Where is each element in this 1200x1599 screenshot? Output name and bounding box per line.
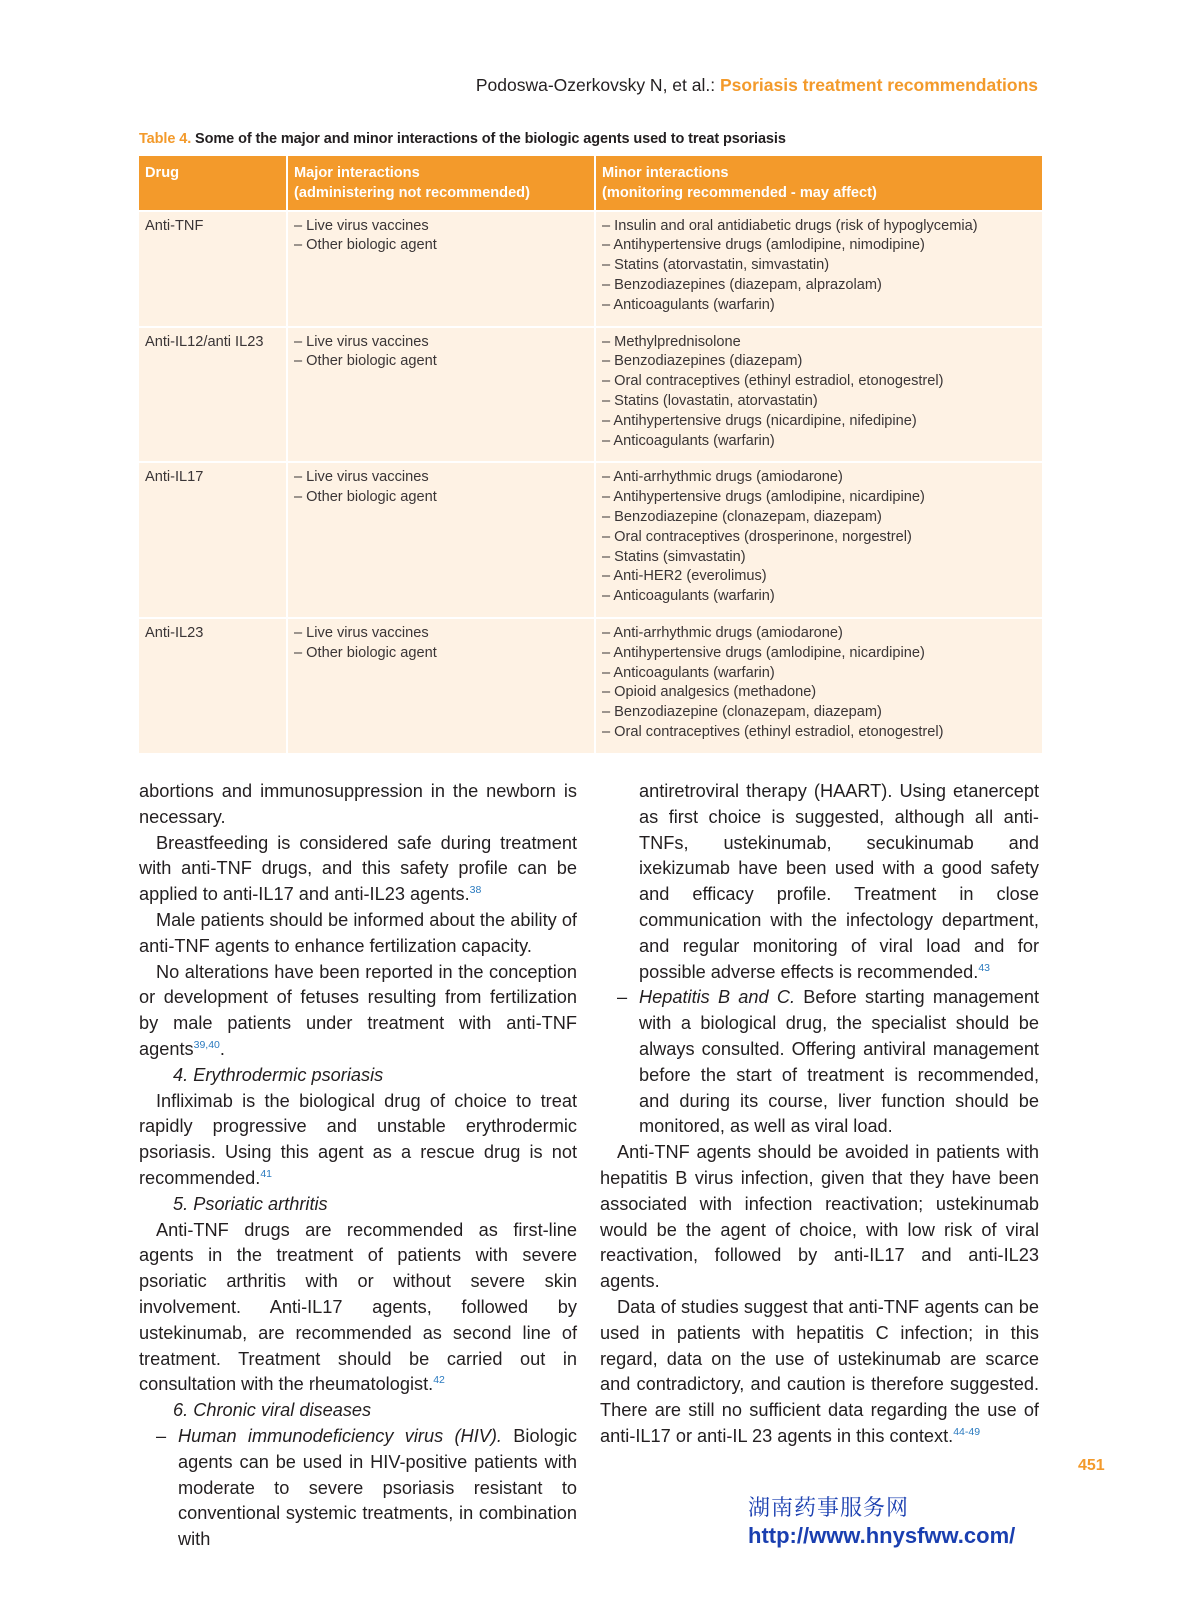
paragraph: abortions and immunosuppression in the newborn is necessary.: [139, 781, 577, 827]
table-row: [139, 211, 1042, 327]
running-head: [476, 75, 1038, 96]
body-column-right: [600, 779, 1039, 1450]
section-heading: 4. Erythrodermic psoriasis: [173, 1064, 384, 1085]
reference-link[interactable]: 38: [469, 884, 482, 897]
paragraph: Anti-TNF agents should be avoided in patients with hepatitis B virus infection, given that they have been associated with infection reactivation; ustekinumab would be the agent of choice, with low risk of viral reactivation, followed by anti-IL17 and anti-IL23 agents.: [600, 1142, 1039, 1292]
paragraph: Infliximab is the biological drug of choice to treat rapidly progressive and unstable erythrodermic psoriasis. Using this agent as a rescue drug is not recommended.$^{41}$: [139, 1090, 577, 1188]
minor-cell: – Anti-arrhythmic drugs (amiodarone) – Antihypertensive drugs (amlodipine, nicardipine) – Anticoagulants (warfarin) – Opioid analgesics (methadone) – Benzodiazepine (clonazepam, diazepam) – Oral contraceptives (ethinyl estradiol, etonogestrel): [595, 618, 1042, 753]
table-caption-label: Table 4.: [139, 131, 192, 147]
reference-link[interactable]: 39,40: [193, 1038, 220, 1051]
paragraph: Male patients should be informed about the ability of anti-TNF agents to enhance fertilization capacity.: [139, 909, 577, 956]
header-drug: Drug: [139, 156, 287, 211]
header-minor-interactions: Minor interactions (monitoring recommended - may affect): [595, 156, 1042, 211]
bullet-item-hiv: – Human immunodeficiency virus (HIV). Biologic agents can be used in HIV-positive patients with moderate to severe psoriasis resistant to conventional systemic treatments, in combination with: [156, 1425, 577, 1550]
bullet-item-hepatitis: – Hepatitis B and C. Before starting management with a biological drug, the specialist should be always consulted. Offering antiviral management before the start of treatment is recommended, and during its course, liver function should be monitored, as well as viral load.: [617, 987, 1039, 1137]
minor-cell: – Insulin and oral antidiabetic drugs (risk of hypoglycemia) – Antihypertensive drugs (amlodipine, nimodipine) – Statins (atorvastatin, simvastatin) – Benzodiazepines (diazepam, alprazolam) – Anticoagulants (warfarin): [595, 211, 1042, 327]
paragraph: No alterations have been reported in the conception or development of fetuses resulting from fertilization by male patients under treatment with anti-TNF agents$^{39,40}$.: [139, 961, 577, 1059]
section-heading: 6. Chronic viral diseases: [173, 1400, 372, 1421]
drug-cell: Anti-IL23: [139, 618, 287, 753]
table-caption: [139, 131, 786, 147]
drug-cell: Anti-IL17: [139, 462, 287, 618]
header-major-interactions: Major interactions (administering not recommended): [287, 156, 595, 211]
body-column-left: [139, 779, 577, 1553]
watermark: [748, 1495, 1015, 1549]
page-number: 451: [1078, 1457, 1105, 1474]
interactions-table: [139, 156, 1042, 753]
major-cell: – Live virus vaccines – Other biologic agent: [287, 618, 595, 753]
drug-cell: Anti-IL12/anti IL23: [139, 327, 287, 463]
minor-cell: – Anti-arrhythmic drugs (amiodarone) – Antihypertensive drugs (amlodipine, nicardipine) – Benzodiazepine (clonazepam, diazepam) – Oral contraceptives (drosperinone, norgestrel) – Statins (simvastatin) – Anti-HER2 (everolimus) – Anticoagulants (warfarin): [595, 462, 1042, 618]
table-row: [139, 618, 1042, 753]
table-row: [139, 462, 1042, 618]
dash-bullet: –: [617, 987, 628, 1008]
paragraph: Breastfeeding is considered safe during treatment with anti-TNF drugs, and this safety profile can be applied to anti-IL17 and anti-IL23 agents.$^{38}$: [139, 832, 577, 905]
major-cell: – Live virus vaccines – Other biologic agent: [287, 462, 595, 618]
table-caption-text: Some of the major and minor interactions of the biologic agents used to treat psoriasis: [191, 131, 786, 147]
watermark-url-link[interactable]: http://www.hnysfww.com/: [748, 1523, 1016, 1548]
drug-cell: Anti-TNF: [139, 211, 287, 327]
running-head-title: Psoriasis treatment recommendations: [719, 75, 1038, 95]
reference-link[interactable]: 44-49: [953, 1425, 981, 1438]
table-header-row: [139, 156, 1042, 211]
running-head-authors: Podoswa-Ozerkovsky N, et al.:: [475, 75, 720, 95]
dash-bullet: –: [156, 1425, 167, 1446]
bullet-continuation: antiretroviral therapy (HAART). Using etanercept as first choice is suggested, although all anti-TNFs, ustekinumab, secukinumab and ixekizumab have been used with a good safety and efficacy profile. Treatment in close communication with the infectology department, and regular monitoring of viral load and for possible adverse effects is recommended.$^{43}$: [639, 781, 1039, 982]
paragraph: Anti-TNF drugs are recommended as first-line agents in the treatment of patients with severe psoriatic arthritis with or without severe skin involvement. Anti-IL17 agents, followed by ustekinumab, are recommended as second line of treatment. Treatment should be carried out in consultation with the rheumatologist.$^{42}$: [139, 1219, 577, 1395]
major-cell: – Live virus vaccines – Other biologic agent: [287, 327, 595, 463]
section-heading: 5. Psoriatic arthritis: [173, 1193, 328, 1214]
reference-link[interactable]: 42: [433, 1374, 445, 1387]
reference-link[interactable]: 41: [260, 1167, 272, 1180]
table-row: [139, 327, 1042, 463]
paragraph: Data of studies suggest that anti-TNF agents can be used in patients with hepatitis C infection; in this regard, data on the use of ustekinumab are scarce and contradictory, and caution is therefore suggested. There are still no sufficient data regarding the use of anti-IL17 or anti-IL 23 agents in this context.$^{44-49}$: [600, 1296, 1039, 1446]
minor-cell: – Methylprednisolone – Benzodiazepines (diazepam) – Oral contraceptives (ethinyl estradiol, etonogestrel) – Statins (lovastatin, atorvastatin) – Antihypertensive drugs (nicardipine, nifedipine) – Anticoagulants (warfarin): [595, 327, 1042, 463]
major-cell: – Live virus vaccines – Other biologic agent: [287, 211, 595, 327]
reference-link[interactable]: 43: [978, 961, 991, 974]
watermark-chinese-text: 湖南药事服务网: [748, 1496, 910, 1521]
